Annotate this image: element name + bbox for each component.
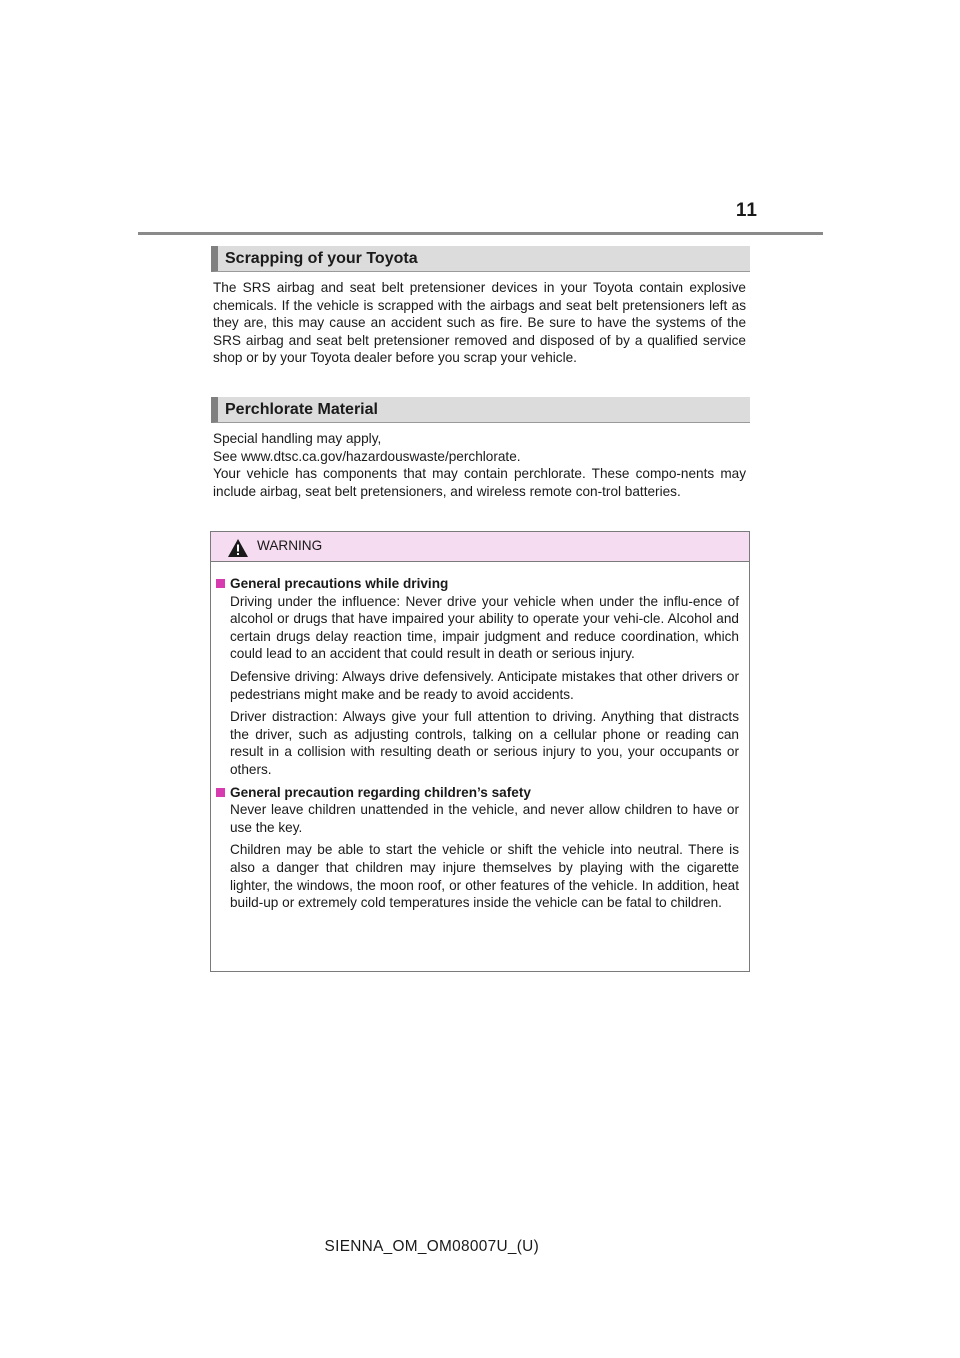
body-paragraph: Special handling may apply, <box>213 431 382 446</box>
warning-paragraph: Defensive driving: Always drive defensively. Anticipate mistakes that other drivers or pedestrians might make and be ready to avoid accidents. <box>230 668 739 702</box>
warning-triangle-icon <box>228 539 248 557</box>
section-body-scrapping <box>211 279 750 367</box>
section-perchlorate <box>211 397 750 500</box>
section-scrapping <box>211 246 750 367</box>
header-rule <box>138 232 823 235</box>
warning-item-title-row <box>216 575 739 593</box>
warning-item-children <box>216 784 739 912</box>
bullet-square-icon <box>216 579 225 588</box>
warning-item-title: General precautions while driving <box>230 576 449 591</box>
body-paragraph: Your vehicle has components that may contain perchlorate. These compo-nents may include airbag, seat belt pretensioners, and wireless remote con-trol batteries. <box>213 466 746 499</box>
body-paragraph: The SRS airbag and seat belt pretensioner devices in your Toyota contain explosive chemicals. If the vehicle is scrapped with the airbags and seat belt pretensioners left as they are, this may cause an accident such as fire. Be sure to have the systems of the SRS airbag and seat belt pretensioner removed and disposed of by a qualified service shop or by your Toyota dealer before you scrap your vehicle. <box>213 280 746 366</box>
section-body-perchlorate <box>211 430 750 500</box>
warning-item-title: General precaution regarding children’s safety <box>230 784 531 800</box>
warning-label: WARNING <box>257 538 323 553</box>
warning-paragraph: Never leave children unattended in the vehicle, and never allow children to have or use the key. <box>230 802 739 835</box>
section-heading-perchlorate: Perchlorate Material <box>211 397 750 423</box>
warning-paragraph: Driver distraction: Always give your full attention to driving. Anything that distracts the driver, such as adjusting controls, talking on a cellular phone or reading can result in a collision with resulting death or serious injury to you, your occupants or others. <box>230 709 739 777</box>
footer-document-code: SIENNA_OM_OM08007U_(U) <box>324 1238 539 1255</box>
warning-paragraph: Children may be able to start the vehicle or shift the vehicle into neutral. There is also a danger that children may injure themselves by playing with the cigarette lighter, the windows, the moon roof, or other features of the vehicle. In addition, heat build-up or extremely cold temperatures inside the vehicle can be fatal to children. <box>230 842 739 911</box>
section-heading-scrapping: Scrapping of your Toyota <box>211 246 750 272</box>
warning-header <box>211 532 749 562</box>
warning-item-driving <box>216 575 739 779</box>
bullet-square-icon <box>216 788 225 797</box>
warning-paragraph: Driving under the influence: Never drive your vehicle when under the influ-ence of alcohol or drugs that have impaired your ability to operate your vehi-cle. Alcohol and certain drugs delay reaction time, impair judgment and reduce coordination, which could lead to an accident that could result in death or serious injury. <box>230 593 739 662</box>
warning-body <box>211 562 749 912</box>
body-paragraph-link: See www.dtsc.ca.gov/hazardouswaste/perchlorate. <box>213 448 521 464</box>
warning-box <box>210 531 750 972</box>
page-number: 11 <box>735 200 758 221</box>
warning-item-title-row <box>216 784 739 802</box>
